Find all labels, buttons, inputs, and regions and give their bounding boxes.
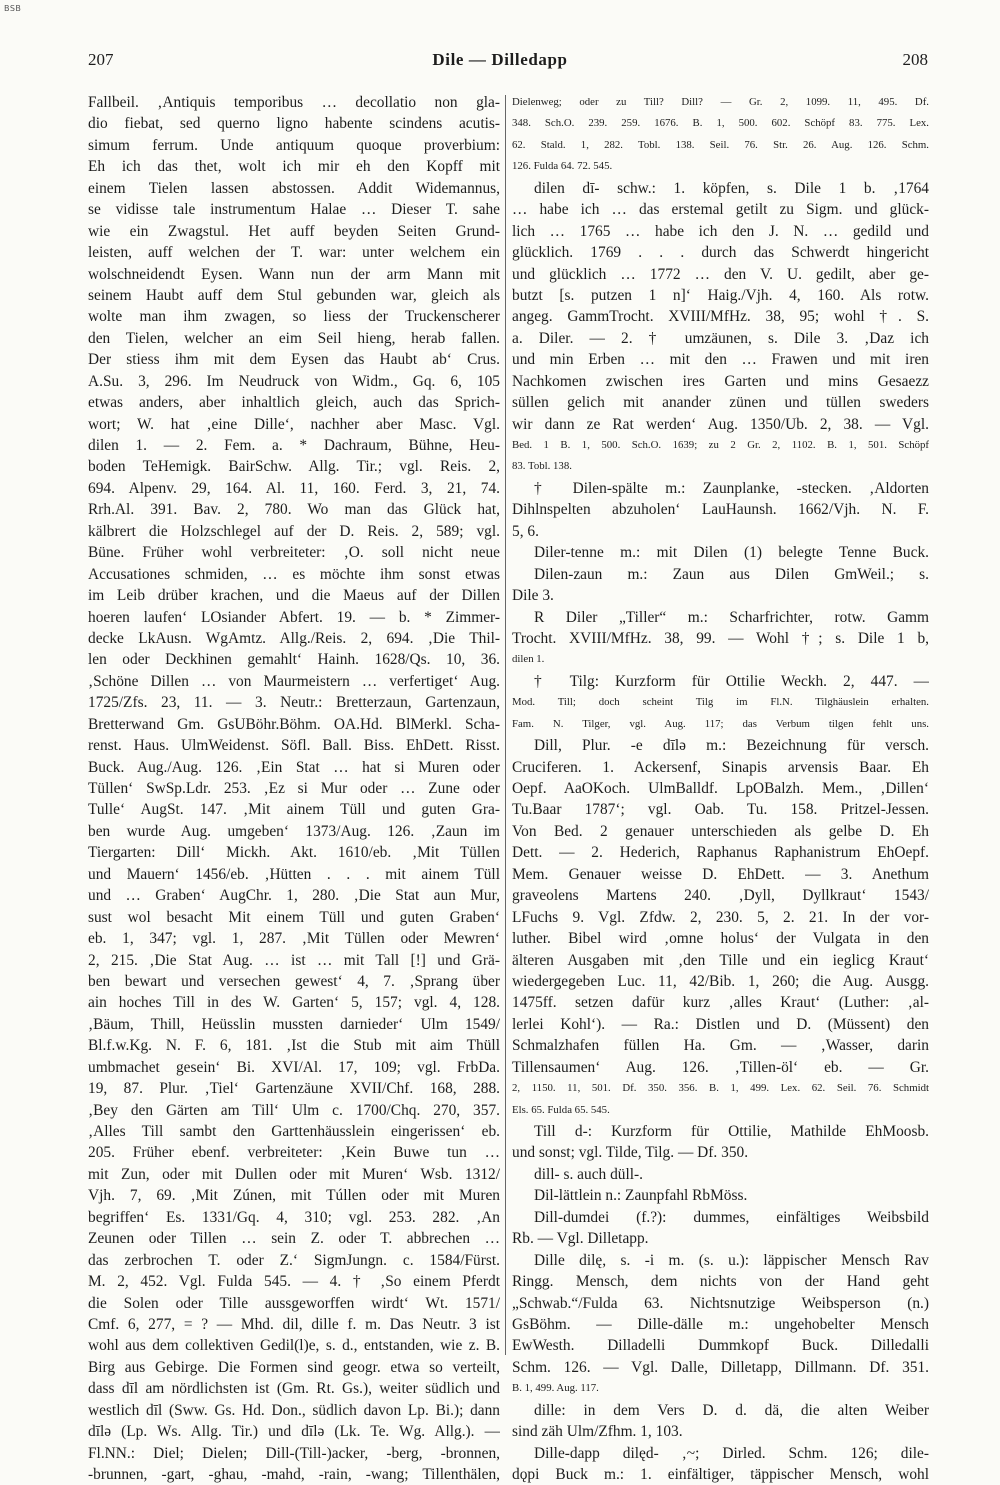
text-line: dǫpi Buck m.: 1. einfältiger, täppischer Mensch, wohl — [512, 1466, 929, 1483]
text-line: Tiergarten: Dill‘ Mickh. Akt. 1610/eb. ‚Mit Tüllen — [88, 844, 500, 862]
text-line: umbmachet gesein‘ Bi. XVI/Al. 17, 109; vgl. FrbDa. — [88, 1058, 500, 1076]
text-line: Diler-tenne m.: mit Dilen (1) belegte Tenne Buck. — [534, 544, 929, 562]
text-line: len oder Deckhinen gemahlt‘ Hainh. 1628/Qs. 10, 36. — [88, 651, 500, 669]
text-line: ain hoches Till in des W. Garten‘ 5, 157; vgl. 4, 128. — [88, 994, 500, 1012]
text-line: süllen gelich mit anander zünen und tüllen sweders — [512, 394, 929, 412]
text-line: im Leib drüber krachen, und die Maeus auf der Dillen — [88, 587, 500, 605]
text-line: 5, 6. — [512, 522, 539, 540]
text-line: kälbrert die Holzschlegel auf der D. Reis. 2, 589; vgl. — [88, 522, 500, 540]
text-line: Mod. Till; doch scheint Tilg im Fl.N. Tilghäuslein erhalten. — [512, 696, 929, 709]
text-line: und glücklich … 1772 … den V. U. gedilt, aber ge- — [512, 265, 929, 283]
text-line: a. Diler. — 2. † umzäunen, s. Dile 3. ‚Daz ich — [512, 329, 929, 347]
text-line: graveolens Martens 240. ‚Dyll, Dyllkraut‘ 1543/ — [512, 887, 929, 905]
text-line: 348. Sch.O. 239. 259. 1676. B. 1, 500. 602. Schöpf 83. 775. Lex. — [512, 117, 929, 130]
library-stamp: BSB — [4, 4, 22, 13]
text-line: wie ein Zwagstul. Het auff beyden Seiten Grund- — [88, 222, 500, 240]
text-line: EwWesth. Dilladelli Dummkopf Buck. Dilledalli — [512, 1337, 929, 1355]
text-line: einem Tielen lassen abstossen. Addit Widemannus, — [88, 179, 500, 197]
text-line: 2, 1150. 11, 501. Df. 350. 356. B. 1, 499. Lex. 62. Seil. 76. Schmidt — [512, 1082, 929, 1095]
right-column — [512, 92, 929, 1485]
text-line: Dett. — 2. Hederich, Raphanus Raphanistrum EhOepf. — [512, 844, 929, 862]
page-number-right: 208 — [902, 50, 928, 69]
text-line: angeg. GammTrocht. XVIII/MfHz. 38, 95; wohl †. S. — [512, 308, 929, 326]
text-line: Cmf. 6, 277, = ? — Mhd. dil, dille f. m. Das Neutr. 3 ist — [88, 1315, 500, 1333]
text-line: LFuchs 9. Vgl. Zfdw. 2, 230. 5, 2. 21. In der vor- — [512, 908, 929, 926]
text-line: Dill-dumdei (f.?): dummes, einfältiges Weibsbild — [534, 1208, 929, 1226]
left-column — [88, 92, 500, 1485]
text-line: seinem Haubt auff dem Stul gebunden war, gleich als — [88, 286, 500, 304]
text-line: Vjh. 7, 69. ‚Mit Zúnen, mit Túllen oder mit Muren — [88, 1187, 500, 1205]
text-line: Els. 65. Fulda 65. 545. — [512, 1103, 610, 1116]
text-line: Till d-: Kurzform für Ottilie, Mathilde EhMoosb. — [534, 1123, 929, 1140]
text-line: Der stiess ihm mit dem Eysen das Haubt ab‘ Crus. — [88, 351, 500, 369]
text-line: ‚Alles Till sambt den Garttenhäusslein eingerissen‘ eb. — [88, 1123, 500, 1140]
text-line: den Tielen, welcher an eim Seil hieng, herab fallen. — [88, 329, 500, 347]
text-line: dīlə (Lp. Ws. Allg. Tir.) und dīlə (Lk. Te. Wg. Allg.). — — [88, 1423, 500, 1441]
text-line: Schmalzhafen füllen Ha. Gm. — ‚Wasser, darin — [512, 1037, 929, 1055]
text-line: Tillensaumen‘ Aug. 126. ‚Tillen-öl‘ eb. — Gr. — [512, 1058, 929, 1076]
text-line: -brunnen, -gart, -ghau, -mahd, -rain, -wang; Tillenthälen, — [88, 1466, 500, 1483]
text-line: boden TeHemigk. BairSchw. Allg. Tir.; vgl. Reis. 2, — [88, 458, 500, 476]
text-line: lerlei Kohl‘). — Ra.: Distlen und D. (Müssent) den — [512, 1015, 929, 1033]
text-line: etwas anders, aber inhaltlich gleich, auch das Sprich- — [88, 394, 500, 412]
text-line: Fam. N. Tilger, vgl. Aug. 117; das Verbum tilgen fehlt uns. — [512, 717, 929, 730]
text-line: mit Zun, oder mit Dullen oder mit Muren‘ Wsb. 1312/ — [88, 1165, 500, 1183]
text-line: Schm. 126. — Vgl. Dalle, Dilletapp, Dillmann. Df. 351. — [512, 1358, 929, 1376]
text-line: westlich dīl (Sww. Gs. Hd. Don., südlich davon Lp. Bi.); dann — [88, 1401, 500, 1419]
page-number-left: 207 — [88, 50, 114, 69]
text-line: ben wurde Aug. umgeben‘ 1373/Aug. 126. ‚Zaun im — [88, 822, 500, 840]
text-line: „Schwab.“/Fulda 63. Nichtsnutzige Weibsperson (n.) — [512, 1294, 929, 1312]
text-line: Fallbeil. ‚Antiquis temporibus … decollatio non gla- — [88, 94, 500, 111]
text-line: dio fiebat, sed querno ligno habente scindens acutis- — [88, 115, 500, 133]
text-line: die Solen oder Tille aussgeworffen wirdt‘ Wt. 1571/ — [88, 1294, 500, 1312]
text-line: wort; W. hat ‚eine Dille‘, nachher aber Masc. Vgl. — [88, 415, 500, 433]
text-line: Fl.NN.: Diel; Dielen; Dill-(Till-)acker, -berg, -bronnen, — [88, 1444, 500, 1462]
text-line: ben bewart und versechen gewest‘ 4, 7. ‚Sprang über — [88, 972, 500, 990]
text-line: M. 2, 452. Vgl. Fulda 545. — 4. † ‚So einem Pferdt — [88, 1273, 500, 1291]
text-line: Accusationes schmiden, … es möchte ihm sonst etwas — [88, 565, 500, 583]
text-line: Rb. — Vgl. Dilletapp. — [512, 1230, 649, 1248]
text-line: und sonst; vgl. Tilde, Tilg. — Df. 350. — [512, 1144, 749, 1162]
text-line: dilen 1. — 2. Fem. a. * Dachraum, Bühne, Heu- — [88, 437, 500, 454]
text-line: ‚Schöne Dillen … von Maurmeistern … verfertiget‘ Aug. — [88, 672, 500, 690]
text-line: dill- s. auch düll-. — [534, 1165, 643, 1183]
text-line: wolte man ihm zwagen, so liess der Truckenscherer — [88, 308, 500, 326]
text-line: dille: in dem Vers D. d. dä, die alten Weiber — [534, 1401, 929, 1419]
text-line: Bed. 1 B. 1, 500. Sch.O. 1639; zu 2 Gr. 2, 1102. B. 1, 501. Schöpf — [512, 439, 929, 451]
text-line: 19, 87. Plur. ‚Tiel‘ Gartenzäune XVII/Chf. 168, 288. — [88, 1080, 500, 1098]
text-line: Nachkomen zwischen ires Garten und mins Gesaezz — [512, 372, 929, 390]
text-line: Dil-lättlein n.: Zaunpfahl RbMöss. — [534, 1187, 748, 1205]
text-line: begriffen‘ Es. 1331/Gq. 4, 310; vgl. 253. 282. ‚An — [88, 1208, 500, 1226]
text-line: renst. Haus. UlmWeidenst. Söfl. Ball. Biss. EhDett. Risst. — [88, 737, 500, 755]
text-line: und Mauern‘ 1456/eb. ‚Hütten . . . mit ainem Tüll — [88, 865, 500, 883]
text-line: wir dann ze Rat werden‘ Aug. 1350/Ub. 2, 38. — Vgl. — [512, 415, 929, 433]
text-line: wohl aus dem collektiven Gedil(l)e, s. d., entstanden, wie z. B. — [88, 1337, 500, 1355]
text-line: ‚Bey den Gärten am Till‘ Ulm c. 1700/Chq. 270, 357. — [88, 1101, 500, 1119]
text-line: 205. Früher ebenf. verbreiteter: ‚Kein Buwe tun … — [88, 1144, 500, 1162]
text-line: simum ferrum. Unde antiquum quoque proverbium: — [88, 136, 500, 154]
running-header — [0, 50, 1000, 80]
text-line: dilen dī- schw.: 1. köpfen, s. Dile 1 b. ‚1764 — [534, 179, 929, 197]
text-line: Tulle‘ AugSt. 147. ‚Mit ainem Tüll und guten Gra- — [88, 801, 500, 819]
running-title: Dile — Dilledapp — [432, 50, 568, 69]
text-line: Mem. Genauer weisse D. EhDett. — 3. Anethum — [512, 865, 929, 883]
text-line: ‚Bäum, Thill, Heüsslin mussten darnieder‘ Ulm 1549/ — [88, 1015, 500, 1033]
text-line: Rrh.Al. 391. Bav. 2, 780. Wo man das Glück hat, — [88, 501, 500, 519]
text-line: Dielenweg; oder zu Till? Dill? — Gr. 2, 1099. 11, 495. Df. — [512, 96, 929, 108]
text-line: butzt [s. putzen 1 n]‘ Haig./Vjh. 4, 160. Als rotw. — [512, 286, 929, 304]
text-line: sust wol besacht Mit einem Tüll und guten Graben‘ — [88, 908, 500, 926]
text-line: Dile 3. — [512, 587, 554, 605]
text-line: se vidisse tale instrumentum Halae … Dieser T. sahe — [88, 201, 500, 219]
text-line: … habe ich … das erstemal getilt zu Sigm. und glück- — [512, 201, 929, 219]
text-line: GsBöhm. — Dille-dälle m.: ungehobelter Mensch — [512, 1315, 929, 1333]
text-line: und min Erben … mit den … Frawen und mit iren — [512, 351, 929, 369]
text-line: dass dīl am nördlichsten ist (Gm. Rt. Gs.), weiter südlich und — [88, 1380, 500, 1398]
text-line: Tu.Baar 1787‘; vgl. Oab. Tu. 158. Pritzel-Jessen. — [512, 801, 929, 819]
text-line: Bretterwand Gm. GsUBöhr.Böhm. OA.Hd. BlMerkl. Scha- — [88, 715, 500, 733]
text-line: Buck. Aug./Aug. 126. ‚Ein Stat … hat si Muren oder — [88, 758, 500, 776]
text-line: 1725/Zfs. 23, 11. — 3. Neutr.: Bretterzaun, Gartenzaun, — [88, 694, 500, 712]
text-line: das zerbrochen T. oder Z.‘ SigmJungn. c. 1584/Fürst. — [88, 1251, 500, 1269]
text-line: Trocht. XVIII/MfHz. 38, 99. — Wohl †; s. Dile 1 b, — [512, 629, 929, 647]
text-line: hoeren laufen‘ LOsiander Abfert. 19. — b. * Zimmer- — [88, 608, 500, 626]
text-line: B. 1, 499. Aug. 117. — [512, 1382, 599, 1395]
text-line: Dille-dapp dilęd- ‚~; Dirled. Schm. 126; dile- — [534, 1444, 929, 1462]
text-line: Zeunen oder Tillen … sein Z. oder T. abbrechen … — [88, 1230, 500, 1248]
text-line: eb. 1, 347; vgl. 1, 287. ‚Mit Tüllen oder Mewren‘ — [88, 930, 500, 948]
text-line: 1475ff. setzen dafür kurz ‚alles Kraut‘ (Luther: ‚al- — [512, 994, 929, 1012]
text-line: dilen 1. — [512, 653, 545, 666]
text-line: 2, 215. ‚Die Stat Aug. … ist … mit Tall [!] und Grä- — [88, 951, 500, 969]
text-line: Eh ich das thet, wolt ich mir eh den Kopff mit — [88, 158, 500, 176]
text-line: Dilen-zaun m.: Zaun aus Dilen GmWeil.; s. — [534, 565, 929, 583]
text-line: decke LkAusn. WgAmtz. Allg./Reis. 2, 694. ‚Die Thil- — [88, 629, 500, 647]
text-line: und … Graben‘ AugChr. 1, 280. ‚Die Stat aun Mur, — [88, 887, 500, 905]
text-line: leisten, auff welchen der T. war: unter welchem ein — [88, 244, 500, 262]
text-line: † Dilen-spälte m.: Zaunplanke, -stecken. ‚Aldorten — [534, 479, 929, 497]
text-line: Büne. Früher wohl verbreiteter: ‚O. soll nicht neue — [88, 544, 500, 562]
text-line: Dille dilę, s. -i m. (s. u.): läppischer Mensch Rav — [534, 1251, 929, 1269]
text-line: älteren Ausgaben mit ‚den Tille und ein ieglicg Kraut‘ — [512, 951, 929, 969]
text-line: † Tilg: Kurzform für Ottilie Weckh. 2, 447. — — [534, 672, 929, 690]
text-line: 62. Stald. 1, 282. Tobl. 138. Seil. 76. Str. 26. Aug. 126. Schm. — [512, 138, 929, 151]
text-line: 694. Alpenv. 29, 164. Al. 11, 160. Ferd. 3, 21, 74. — [88, 479, 500, 497]
text-line: 83. Tobl. 138. — [512, 460, 572, 473]
text-line: sind zäh Ulm/Zfhm. 1, 103. — [512, 1423, 683, 1441]
text-line: Birg aus Gebirge. Die Formen sind geogr. etwa so verteilt, — [88, 1358, 500, 1376]
text-line: luther. Bibel wird ‚omne holus‘ der Vulgata in den — [512, 930, 929, 948]
text-line: Dill, Plur. -e dīlə m.: Bezeichnung für versch. — [534, 737, 929, 755]
text-line: glücklich. 1769 . . . durch das Schwerdt hingericht — [512, 244, 929, 262]
column-divider — [505, 95, 506, 1355]
text-line: wiedergegeben Luc. 11, 42/Bib. 1, 260; die Aug. Ausgg. — [512, 972, 929, 990]
text-line: Cruciferen. 1. Ackersenf, Sinapis arvensis Baar. Eh — [512, 758, 929, 776]
text-line: Von Bed. 2 genauer unterschieden als gelbe D. Eh — [512, 822, 929, 840]
text-line: wolschneidendt Eysen. Wann nun der arm Mann mit — [88, 265, 500, 283]
text-line: R Diler „Tiller“ m.: Scharfrichter, rotw. Gamm — [534, 608, 929, 626]
text-line: 126. Fulda 64. 72. 545. — [512, 160, 613, 173]
text-line: lich … 1765 … habe ich den J. N. … gedild und — [512, 222, 929, 240]
text-line: Dihlnspelten abzuholen‘ LauHaunsh. 1662/Vjh. N. F. — [512, 501, 929, 519]
text-line: Oepf. AaOKoch. UlmBalldf. LpOBalzh. Mem., ‚Dillen‘ — [512, 780, 929, 797]
text-line: Bl.f.w.Kg. N. F. 6, 181. ‚Ist die Stub mit aim Thüll — [88, 1037, 500, 1055]
text-line: Tüllen‘ SwSp.Ldr. 253. ‚Ez si Mur oder … Zune oder — [88, 780, 500, 797]
text-line: Ringg. Mensch, dem nichts von der Hand geht — [512, 1273, 929, 1291]
text-line: A.Su. 3, 296. Im Neudruck von Widm., Gq. 6, 105 — [88, 372, 500, 390]
